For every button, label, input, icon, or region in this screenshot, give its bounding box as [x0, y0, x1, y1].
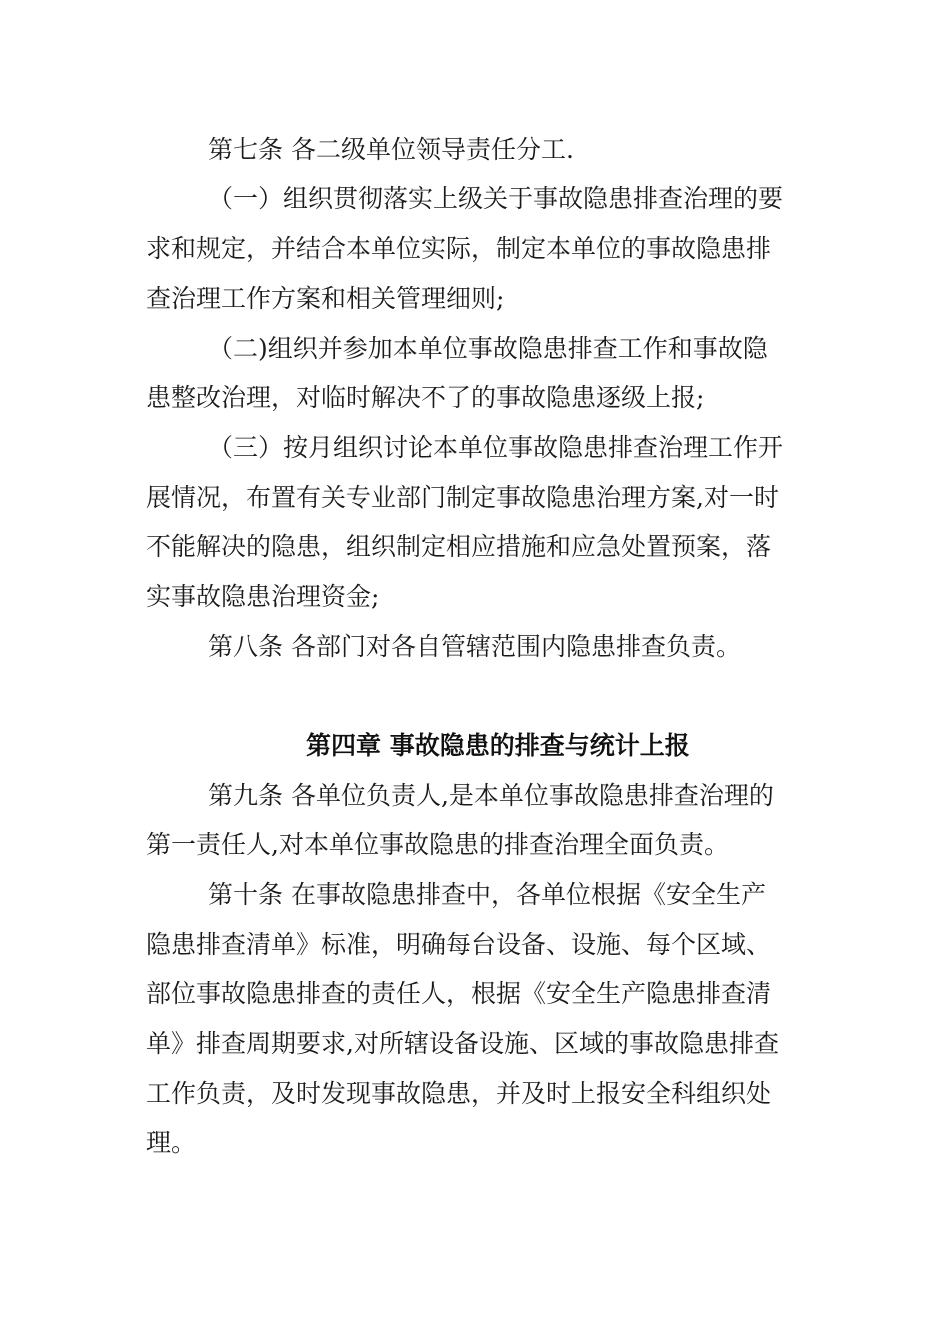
article-7-item-1-line-2: 求和规定，并结合本单位实际，制定本单位的事故隐患排 — [146, 234, 772, 263]
article-7-item-3-line-1: （三）按月组织讨论本单位事故隐患排查治理工作开 — [208, 433, 784, 462]
article-7-item-3-line-3: 不能解决的隐患，组织制定相应措施和应急处置预案，落 — [146, 532, 772, 561]
article-7-heading: 第七条 各二级单位领导责任分工. — [208, 135, 574, 164]
article-10-line-2: 隐患排查清单》标准，明确每台设备、设施、每个区域、 — [146, 930, 772, 959]
article-10-line-4: 单》排查周期要求,对所辖设备设施、区域的事故隐患排查 — [146, 1029, 779, 1058]
article-7-item-1-line-1: （一）组织贯彻落实上级关于事故隐患排查治理的要 — [208, 184, 784, 213]
article-10-line-6: 理。 — [146, 1128, 197, 1157]
article-7-item-3-line-2: 展情况，布置有关专业部门制定事故隐患治理方案,对一时 — [146, 483, 779, 512]
article-7-item-2-line-1: （二)组织并参加本单位事故隐患排查工作和事故隐 — [208, 334, 768, 363]
article-7-item-3-line-4: 实事故隐患治理资金; — [146, 582, 380, 611]
chapter-4-title: 第四章 事故隐患的排查与统计上报 — [306, 731, 690, 760]
article-7-item-2-line-2: 患整改治理，对临时解决不了的事故隐患逐级上报; — [146, 383, 705, 412]
article-7-item-1-line-3: 查治理工作方案和相关管理细则; — [146, 284, 505, 313]
article-10-line-1: 第十条 在事故隐患排查中，各单位根据《安全生产 — [208, 880, 766, 909]
article-9-line-1: 第九条 各单位负责人,是本单位事故隐患排查治理的 — [208, 781, 774, 810]
article-9-line-2: 第一责任人,对本单位事故隐患的排查治理全面负责。 — [146, 830, 729, 859]
article-8: 第八条 各部门对各自管辖范围内隐患排查负责。 — [208, 632, 741, 661]
article-10-line-3: 部位事故隐患排查的责任人，根据《安全生产隐患排查清 — [146, 979, 772, 1008]
article-10-line-5: 工作负责，及时发现事故隐患，并及时上报安全科组织处 — [146, 1079, 772, 1108]
